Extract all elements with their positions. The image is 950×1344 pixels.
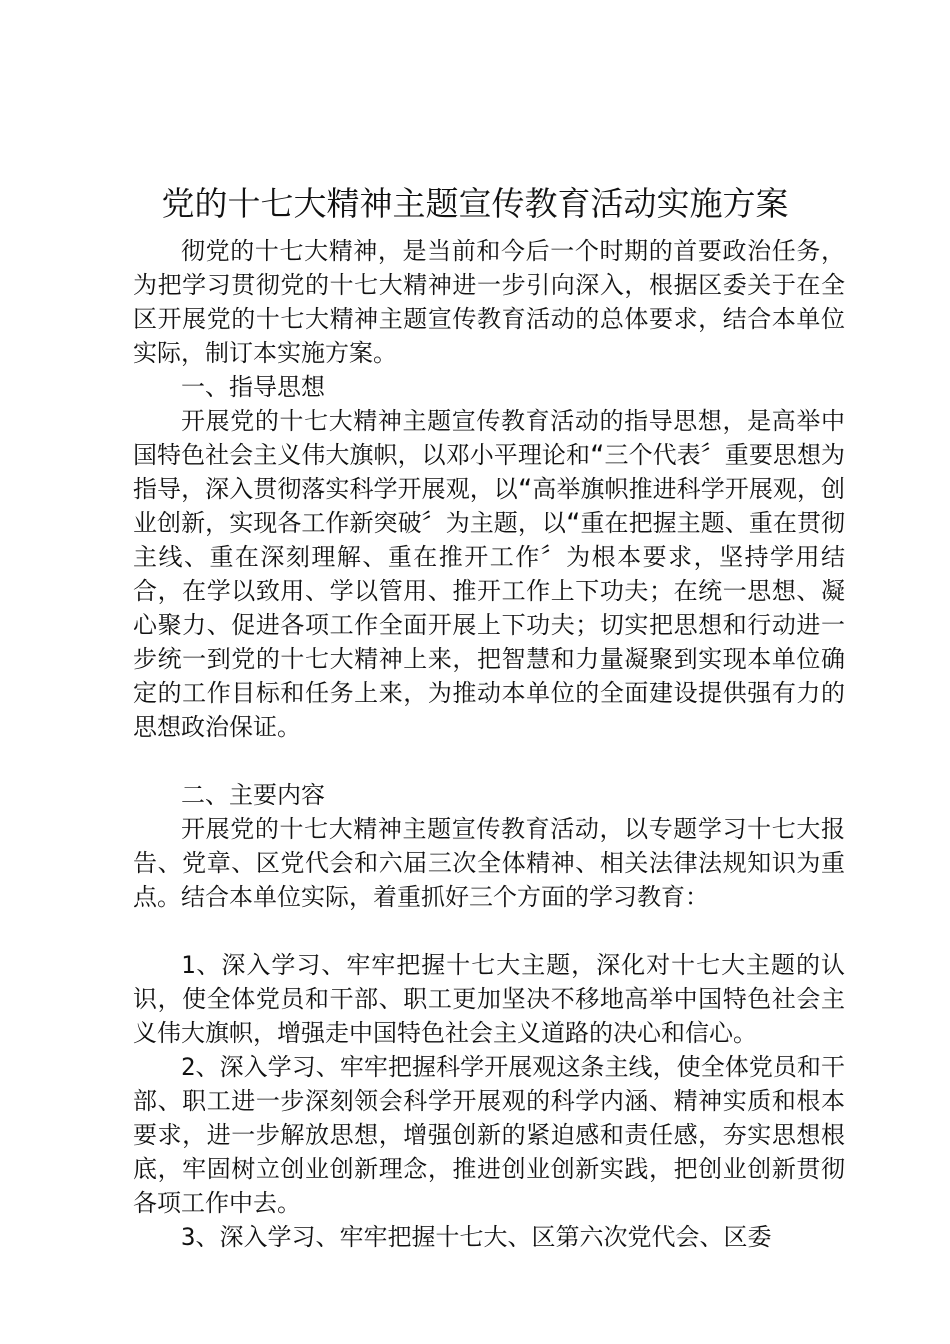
intro-paragraph: 彻党的十七大精神，是当前和今后一个时期的首要政治任务，为把学习贯彻党的十七大精神进一步引向深入，根据区委关于在全区开展党的十七大精神主题宣传教育活动的总体要求，结合本单位实际，制订本实施方案。 — [133, 237, 845, 367]
list-item-2: 2、深入学习、牢牢把握科学开展观这条主线，使全体党员和干部、职工进一步深刻领会科学开展观的科学内涵、精神实质和根本要求，进一步解放思想，增强创新的紧迫感和责任感，夯实思想根底，牢固树立创业创新理念，推进创业创新实践，把创业创新贯彻各项工作中去。 — [133, 1053, 845, 1217]
guiding-ideology-paragraph: 开展党的十七大精神主题宣传教育活动的指导思想，是高举中国特色社会主义伟大旗帜，以邓小平理论和“三个代表〞重要思想为指导，深入贯彻落实科学开展观，以“高举旗帜推进科学开展观，创业创新，实现各工作新突破〞为主题，以“重在把握主题、重在贯彻主线、重在深刻理解、重在推开工作〞为根本要求，坚持学用结合，在学以致用、学以管用、推开工作上下功夫；在统一思想、凝心聚力、促进各项工作全面开展上下功夫；切实把思想和行动进一步统一到党的十七大精神上来，把智慧和力量凝聚到实现本单位确定的工作目标和任务上来，为推动本单位的全面建设提供强有力的思想政治保证。 — [133, 407, 845, 741]
document-body — [133, 234, 845, 1254]
main-content-paragraph: 开展党的十七大精神主题宣传教育活动，以专题学习十七大报告、党章、区党代会和六届三次全体精神、相关法律法规知识为重点。结合本单位实际，着重抓好三个方面的学习教育： — [133, 815, 845, 911]
list-item-1: 1、深入学习、牢牢把握十七大主题，深化对十七大主题的认识，使全体党员和干部、职工更加坚决不移地高举中国特色社会主义伟大旗帜，增强走中国特色社会主义道路的决心和信心。 — [133, 951, 845, 1047]
list-item-3: 3、深入学习、牢牢把握十七大、区第六次党代会、区委 — [181, 1223, 772, 1251]
section-heading-guiding-ideology: 一、指导思想 — [181, 373, 325, 401]
section-heading-main-content: 二、主要内容 — [181, 781, 325, 809]
document-title: 党的十七大精神主题宣传教育活动实施方案 — [161, 184, 789, 223]
